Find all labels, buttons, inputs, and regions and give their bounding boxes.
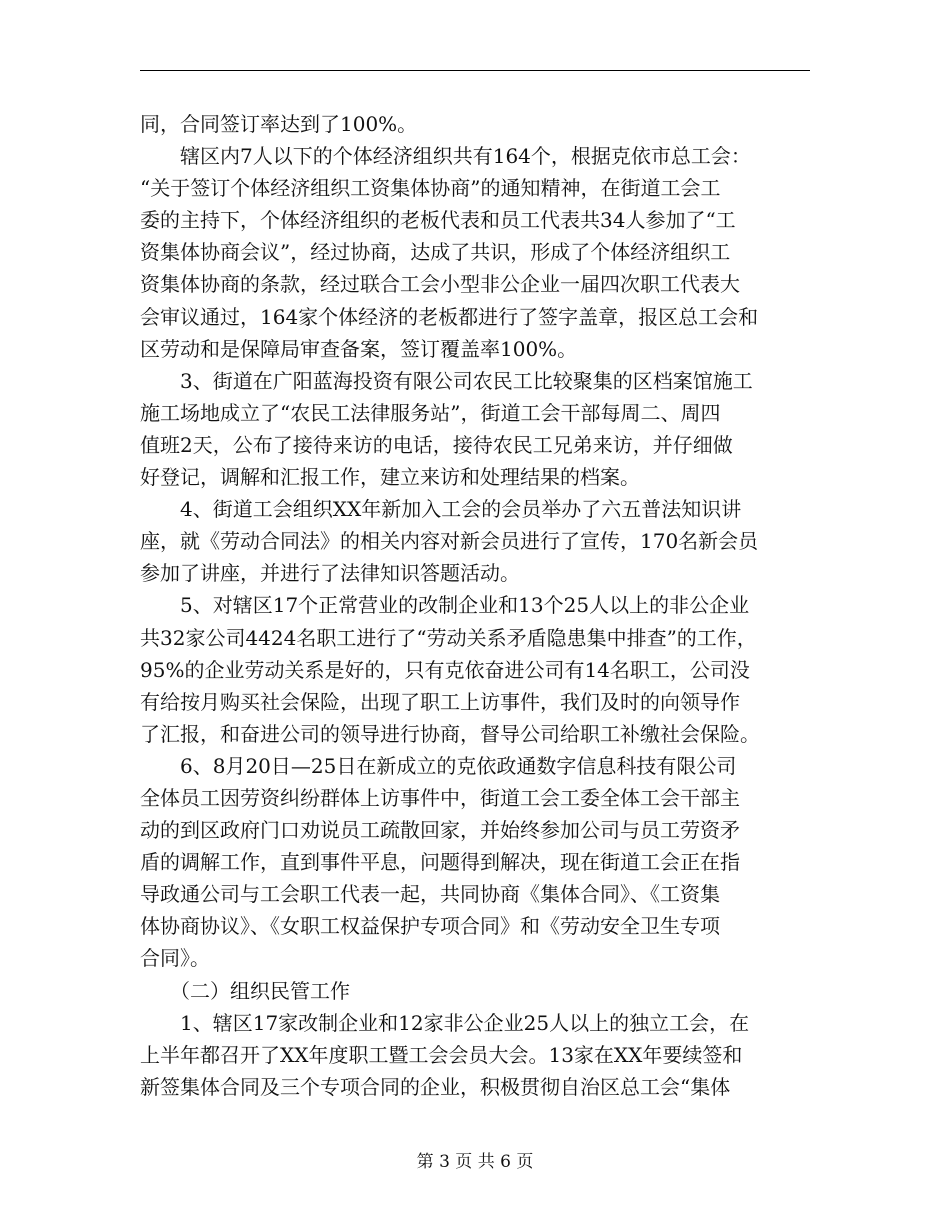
text-line: 4、街道工会组织XX年新加入工会的会员举办了六五普法知识讲 — [140, 497, 742, 522]
text-line: 资集体协商的条款，经过联合工会小型非公企业一届四次职工代表大 — [140, 272, 740, 297]
text-line: 了汇报，和奋进公司的领导进行协商，督导公司给职工补缴社会保险。 — [140, 721, 760, 746]
text-line: 共32家公司4424名职工进行了“劳动关系矛盾隐患集中排查”的工作， — [140, 625, 757, 650]
text-line: 座，就《劳动合同法》的相关内容对新会员进行了宣传，170名新会员 — [140, 529, 759, 554]
text-line: 合同》。 — [140, 946, 210, 971]
text-line: 95%的企业劳动关系是好的，只有克依奋进公司有14名职工，公司没 — [140, 657, 750, 682]
text-line: 5、对辖区17个正常营业的改制企业和13个25人以上的非公企业 — [140, 593, 750, 618]
header-rule — [140, 70, 810, 71]
text-line: 上半年都召开了XX年度职工暨工会会员大会。13家在XX年要续签和 — [140, 1042, 743, 1067]
text-line: 6、8月20日—25日在新成立的克依政通数字信息科技有限公司 — [140, 753, 737, 778]
text-line: 参加了讲座，并进行了法律知识答题活动。 — [140, 561, 520, 586]
text-line: 资集体协商会议”，经过协商，达成了共识，形成了个体经济组织工 — [140, 240, 731, 265]
text-line: 施工场地成立了“农民工法律服务站”，街道工会干部每周二、周四 — [140, 400, 721, 425]
text-line: 全体员工因劳资纠纷群体上访事件中，街道工会工委全体工会干部主 — [140, 785, 740, 810]
text-line: 辖区内7人以下的个体经济组织共有164个，根据克依市总工会： — [140, 144, 751, 169]
page-number: 第 3 页 共 6 页 — [416, 1152, 534, 1172]
text-line: 值班2天，公布了接待来访的电话，接待农民工兄弟来访，并仔细做 — [140, 432, 733, 457]
text-line: 新签集体合同及三个专项合同的企业，积极贯彻自治区总工会“集体 — [140, 1074, 731, 1099]
text-line: 3、街道在广阳蓝海投资有限公司农民工比较聚集的区档案馆施工 — [140, 368, 753, 393]
text-line: 盾的调解工作，直到事件平息，问题得到解决，现在街道工会正在指 — [140, 850, 740, 875]
text-line: 动的到区政府门口劝说员工疏散回家，并始终参加公司与员工劳资矛 — [140, 818, 740, 843]
section-heading: （二）组织民管工作 — [140, 978, 350, 1003]
text-line: “关于签订个体经济组织工资集体协商”的通知精神，在街道工会工 — [140, 176, 721, 201]
text-line: 导政通公司与工会职工代表一起，共同协商《集体合同》、《工资集 — [140, 882, 720, 907]
text-line: 委的主持下，个体经济组织的老板代表和员工代表共34人参加了“工 — [140, 208, 736, 233]
text-line: 会审议通过，164家个体经济的老板都进行了签字盖章，报区总工会和 — [140, 304, 759, 329]
text-line: 有给按月购买社会保险，出现了职工上访事件，我们及时的向领导作 — [140, 689, 740, 714]
document-body — [140, 108, 830, 1103]
text-line: 同，合同签订率达到了100%。 — [140, 112, 418, 136]
text-line: 区劳动和是保障局审查备案，签订覆盖率100%。 — [140, 336, 578, 361]
text-line: 好登记，调解和汇报工作，建立来访和处理结果的档案。 — [140, 465, 640, 490]
text-line: 1、辖区17家改制企业和12家非公企业25人以上的独立工会，在 — [140, 1010, 750, 1035]
text-line: 体协商协议》、《女职工权益保护专项合同》和《劳动安全卫生专项 — [140, 914, 720, 939]
